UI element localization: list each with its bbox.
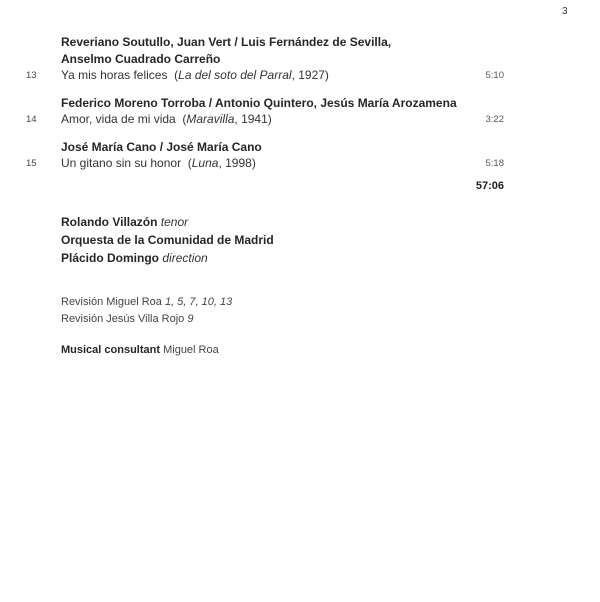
revision-tracks: 9 [187,313,194,325]
performer-line [61,213,274,231]
performer-name: Orquesta de la Comunidad de Madrid [61,233,274,247]
composer-line: Anselmo Cuadrado Carreño [61,52,221,66]
performer-name: Rolando Villazón [61,215,158,229]
composer-line: Federico Moreno Torroba / Antonio Quintero, Jesús María Arozamena [61,96,457,110]
performer-role: tenor [160,215,189,229]
work-title: Maravilla [186,112,235,126]
total-duration: 57:06 [475,180,504,192]
performer-name: Plácido Domingo [61,251,160,265]
performer-role: direction [162,251,208,265]
revision-credits [61,294,232,328]
performer-line [61,231,274,249]
consultant-label: Musical consultant [61,344,161,356]
track-number: 14 [26,114,37,125]
revision-line: Revisión Jesús Villa Rojo 9 [61,313,194,325]
page-number: 3 [562,6,568,17]
work-title: La del soto del Parral [178,68,292,82]
track-title: Ya mis horas felices (La del soto del Parral, 1927) [61,68,329,82]
track-number: 13 [26,70,37,81]
work-title: Luna [191,156,219,170]
track-duration: 5:10 [485,70,504,81]
musical-consultant [61,344,219,356]
track-title: Un gitano sin su honor (Luna, 1998) [61,156,256,170]
track-duration: 5:18 [485,158,504,169]
composer-line: José María Cano / José María Cano [61,140,262,154]
performer-line [61,249,274,267]
composer-line: Reveriano Soutullo, Juan Vert / Luis Fernández de Sevilla, [61,35,392,49]
track-row [0,156,600,172]
track-duration: 3:22 [485,114,504,125]
track-row [0,112,600,128]
track-row [0,68,600,84]
performer-credits [61,213,274,267]
track-title: Amor, vida de mi vida (Maravilla, 1941) [61,112,272,126]
revision-tracks: 1, 5, 7, 10, 13 [164,296,233,308]
track-number: 15 [26,158,37,169]
revision-line: Revisión Miguel Roa 1, 5, 7, 10, 13 [61,296,233,308]
consultant-name: Miguel Roa [163,344,219,356]
